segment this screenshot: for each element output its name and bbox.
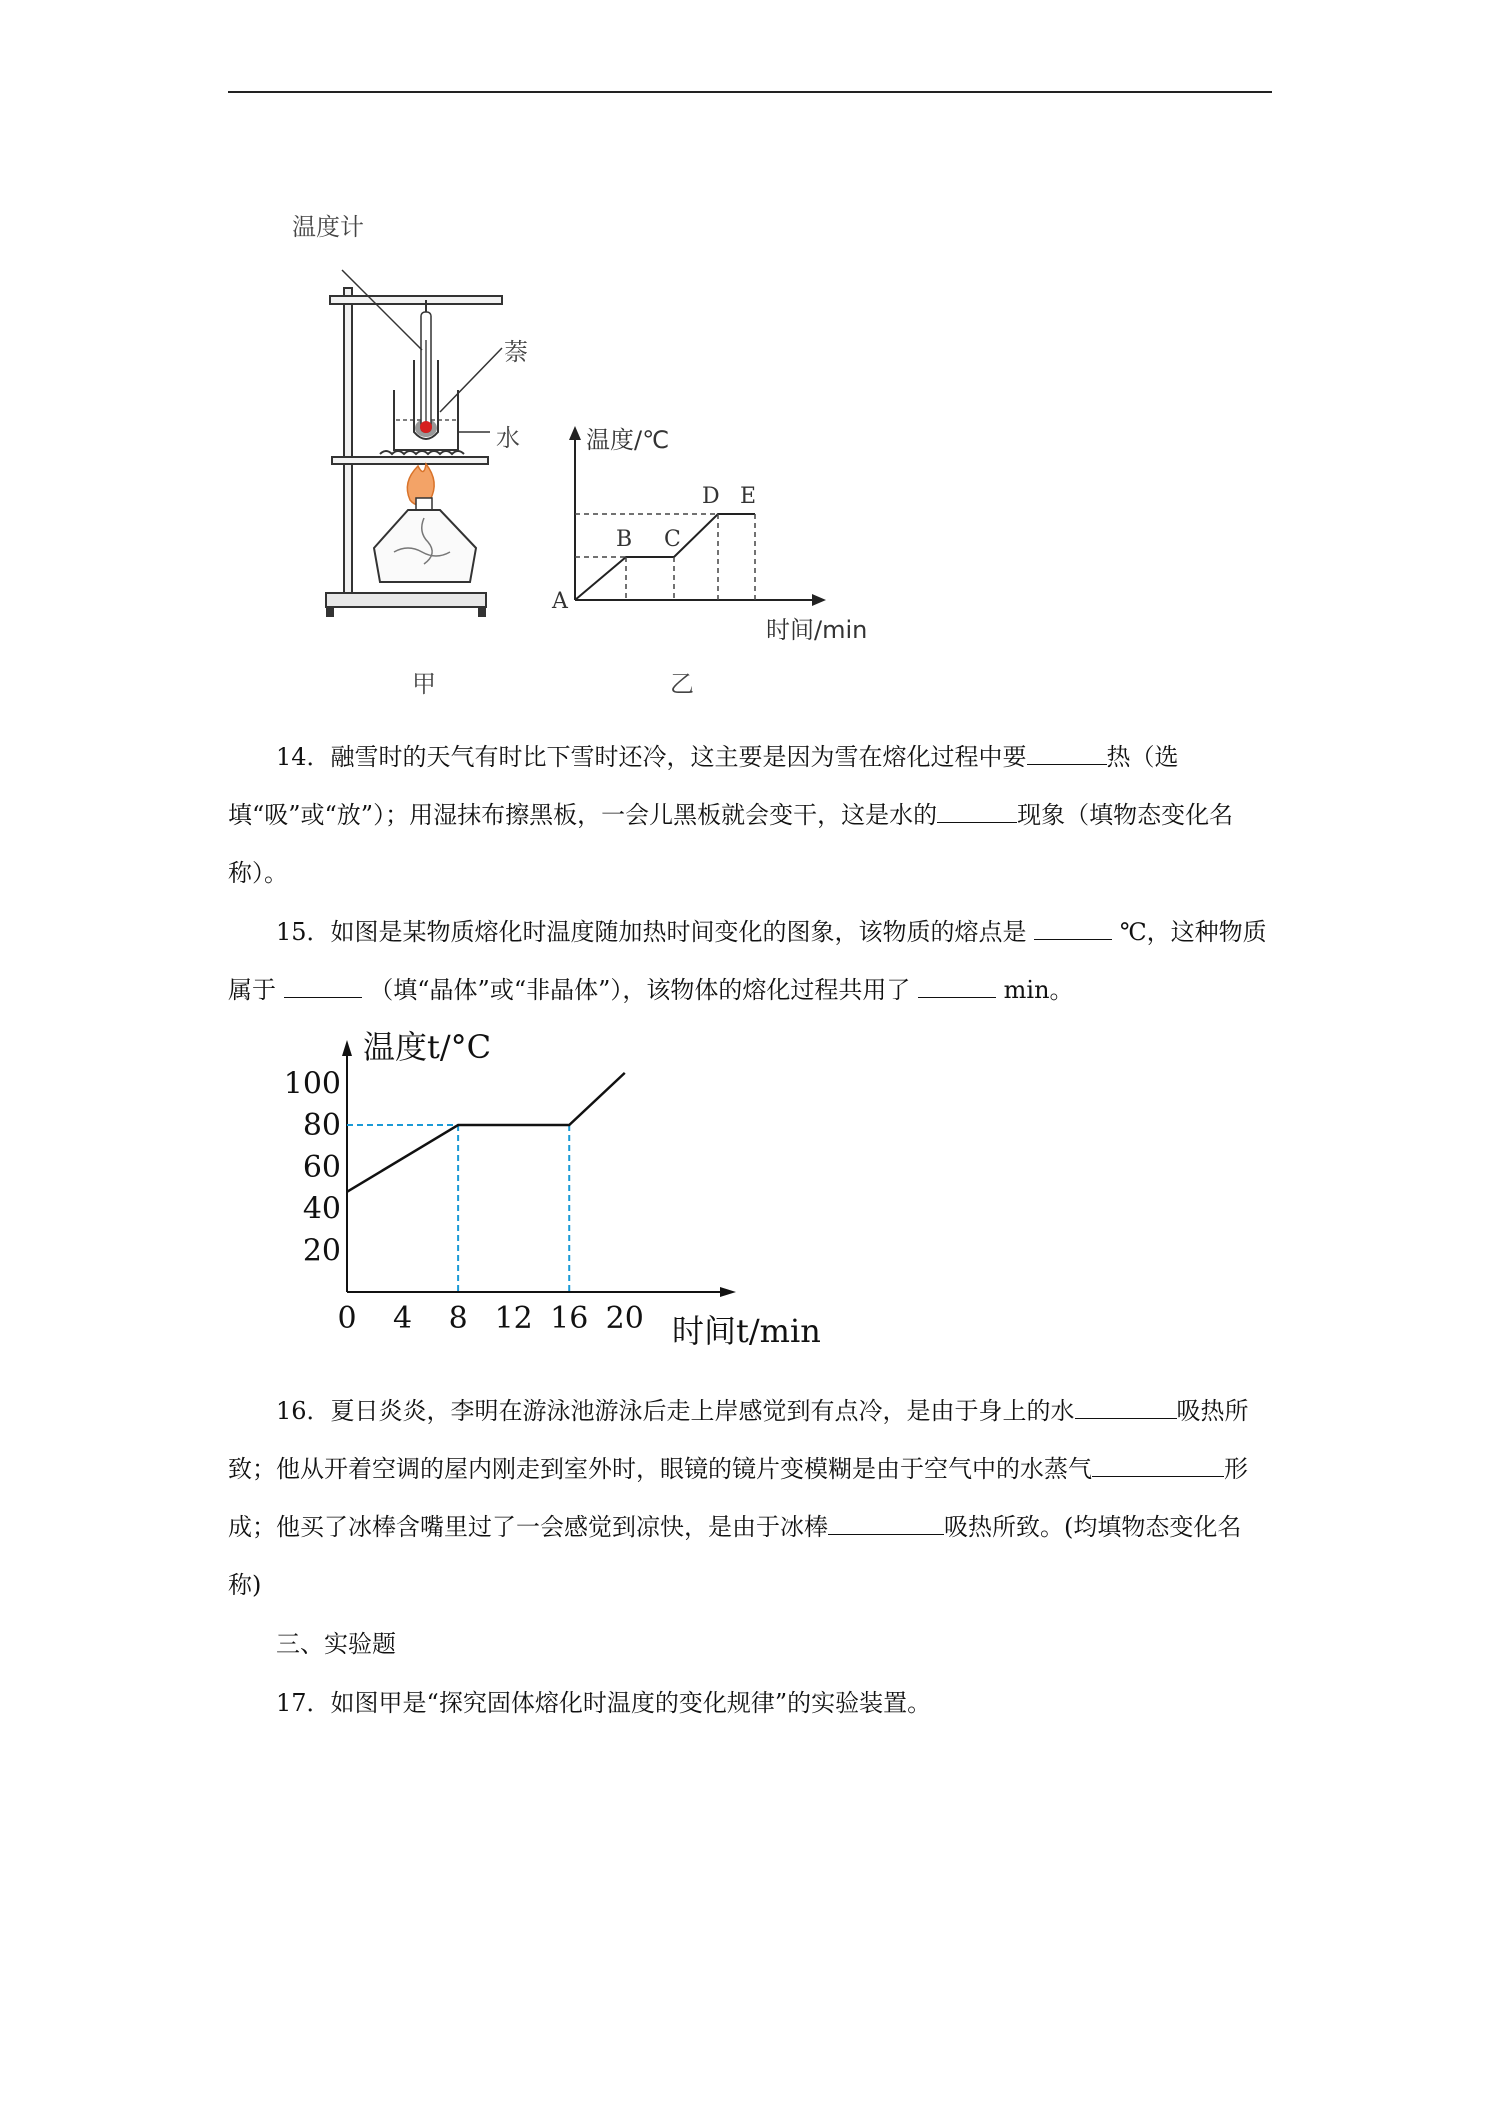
x-tick-label: 16 <box>550 1301 589 1336</box>
stand-base <box>326 593 486 607</box>
q16-text-4: 吸热所致。(均填物态变化名称) <box>228 1513 1242 1599</box>
point-d: D <box>702 484 720 509</box>
q16-text-2: 吸热所致；他从开着空调的屋内刚走到室外时，眼镜的镜片变模糊是由于空气中的水蒸气 <box>228 1397 1249 1483</box>
q15-text-4: min。 <box>1003 976 1074 1004</box>
x-tick-label: 20 <box>605 1301 644 1336</box>
header-rule <box>228 91 1272 93</box>
thermometer-label: 温度计 <box>292 213 364 241</box>
q15-blank-3[interactable] <box>918 977 996 998</box>
q15-text-1: 如图是某物质熔化时温度随加热时间变化的图象，该物质的熔点是 <box>330 918 1027 946</box>
question-14 <box>228 728 1272 902</box>
y-tick-label: 80 <box>302 1108 341 1144</box>
q15-number: 15． <box>276 918 331 946</box>
point-b: B <box>616 527 633 552</box>
x-axis-label: 时间t/min <box>672 1312 821 1350</box>
x-tick-label: 12 <box>494 1301 533 1336</box>
q15-text-2: ℃，这种物质属于 <box>228 918 1267 1004</box>
q17-number: 17． <box>276 1689 331 1717</box>
graph-caption: 乙 <box>670 670 694 698</box>
q15-blank-2[interactable] <box>284 977 362 998</box>
y-tick-label: 60 <box>302 1149 341 1185</box>
x-tick-label: 0 <box>337 1301 357 1336</box>
x-axis-arrow <box>720 1287 736 1297</box>
q16-number: 16． <box>276 1397 331 1425</box>
stand-rod <box>344 288 352 593</box>
q16-blank-3[interactable] <box>828 1514 944 1535</box>
q14-text-3: 现象（填物态变化名称）。 <box>228 801 1234 887</box>
sketch-ylabel: 温度/℃ <box>586 426 670 454</box>
question-17 <box>228 1674 1272 1732</box>
series-line-0 <box>347 1073 625 1192</box>
y-axis-label: 温度t/°C <box>363 1030 492 1066</box>
question-16 <box>228 1382 1272 1614</box>
y-tick-label: 20 <box>302 1233 341 1269</box>
naphthalene-label: 萘 <box>504 338 528 366</box>
point-e: E <box>740 484 757 509</box>
x-tick-label: 4 <box>393 1301 413 1336</box>
water-label: 水 <box>496 424 520 452</box>
q14-text-1: 融雪时的天气有时比下雪时还冷，这主要是因为雪在熔化过程中要 <box>330 743 1027 771</box>
q16-blank-2[interactable] <box>1092 1456 1224 1477</box>
q15-text-3: （填“晶体”或“非晶体”），该物体的熔化过程共用了 <box>369 976 911 1004</box>
experiment-figure <box>290 200 910 710</box>
apparatus-caption: 甲 <box>412 670 436 698</box>
q17-text-1: 如图甲是“探究固体熔化时温度的变化规律”的实验装置。 <box>330 1689 932 1717</box>
section-heading: 三、实验题 <box>276 1630 396 1658</box>
q14-blank-1[interactable] <box>1027 744 1107 765</box>
y-tick-label: 40 <box>302 1191 341 1227</box>
point-a: A <box>552 589 568 614</box>
melting-chart <box>270 1030 830 1370</box>
alcohol-lamp <box>374 510 476 582</box>
q14-number: 14． <box>276 743 331 771</box>
q16-blank-1[interactable] <box>1075 1398 1177 1419</box>
q14-blank-2[interactable] <box>937 802 1017 823</box>
q16-text-3: 形成；他买了冰棒含嘴里过了一会感觉到凉快，是由于冰棒 <box>228 1455 1248 1541</box>
q15-blank-1[interactable] <box>1034 919 1112 940</box>
x-tick-label: 8 <box>448 1301 468 1336</box>
sketch-xlabel: 时间/min <box>766 616 868 644</box>
q14-text-2: 热（选填“吸”或“放”）；用湿抹布擦黑板，一会儿黑板就会变干，这是水的 <box>228 743 1179 829</box>
question-15 <box>228 903 1272 1019</box>
y-tick-label: 100 <box>283 1066 341 1102</box>
y-axis-arrow <box>342 1040 352 1056</box>
q16-text-1: 夏日炎炎，李明在游泳池游泳后走上岸感觉到有点冷，是由于身上的水 <box>330 1397 1075 1425</box>
sketch-graph <box>551 426 867 698</box>
point-c: C <box>664 527 681 552</box>
